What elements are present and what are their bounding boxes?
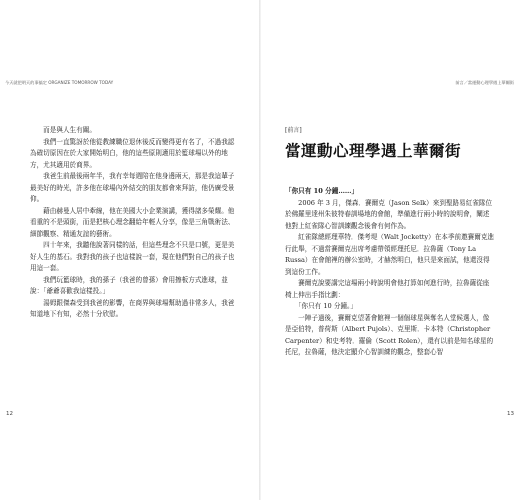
left-body-text <box>30 125 235 321</box>
right-page <box>261 0 520 500</box>
paragraph: 「你只有 10 分鐘。」 <box>285 302 357 310</box>
paragraph: 湯姆跟傑森受到我爸的影響，在商界與球場幫助過非常多人，我爸知道地下有知，必然十分欣慰。 <box>30 298 235 318</box>
paragraph: 四十年來，我聽他說著同樣的話，但這些理念不只是口號，更是美好人生的基石。我對我的孩子也這樣說一套，現在他們對自己的孩子也用這一套。 <box>30 241 235 272</box>
paragraph: 我們玩籃球時，我的孫子（我爸的曾孫）會用擦板方式進球，並說：「爺爺喜歡我這樣投。」 <box>30 275 228 295</box>
page-number: 12 <box>6 411 13 417</box>
paragraph: 2006 年 3 月，傑森．賽爾克（Jason Selk）來到聖路易紅雀隊位於佛羅里達州朱彼特春訓場地的會館，準備進行兩小時的說明會，闡述他對上紅雀隊心智訓練觀念後會有何作為。 <box>285 198 493 230</box>
paragraph: 賽爾克說要講完這場兩小時說明會他打算如何進行時，拉魯薩從座椅上伸出手指比劃： <box>285 279 490 299</box>
paragraph: 我們一直驚訝於他從教練職位退休後反而變得更有名了，不過我認為確切原因在於大家開始明白，他的這些原則適用於籃球場以外的地方，尤其適用於商界。 <box>30 137 235 169</box>
right-body-text <box>285 186 495 359</box>
paragraph: 紅雀隊總經理華特．傑考堤（Walt Jocketty）在本季前邀賽爾克進行此舉，不過當賽爾克出席考慮帶領經理托尼．拉魯薩（Tony La Russa）在會館裡的辦公室時，才赫然明白，他只是來面試，他還沒得到這份工作。 <box>285 233 495 276</box>
running-head: 今天就把明天的事搞定 ORGANIZE TOMORROW TODAY <box>5 80 114 85</box>
chapter-title: 當運動心理學遇上華爾街 <box>285 141 462 160</box>
section-subhead: 「你只有 10 分鐘……」 <box>285 187 359 195</box>
page-number: 13 <box>507 411 514 417</box>
left-page <box>0 0 259 500</box>
paragraph: 藉由赫曼人居中牽線，他在美國大小企業演講，獲得諸多榮耀。他看重的不是頭銜，而是把核心理念翻給年輕人分享，像是三角戰術法、細節觀察、精通友誼的藝術。 <box>30 206 235 238</box>
paragraph: 一陣子過後，賽爾克望著會館裡一個個球星與奪名人堂候選人，像是亞伯特，普荷斯（Albert Pujols）、克里斯．卡本特（Christopher Carpenter）和史考特．羅倫（Scott Rolen），還有以前是知名球星的托尼，拉魯薩，他決定顯介心智訓練的觀念，整套心智 <box>285 313 494 356</box>
running-head: 前言／當運動心理學遇上華爾街 <box>455 80 514 85</box>
paragraph: 而是與人生有關。 <box>30 126 96 134</box>
chapter-tag: [前言] <box>285 127 302 134</box>
paragraph: 我爸生前最後兩年半，我有幸每週陪在他身邊兩天，那是我這輩子最美好的時光，許多他在球場內外結交的朋友都會來拜訪，他仍廣受景仰。 <box>30 172 235 203</box>
